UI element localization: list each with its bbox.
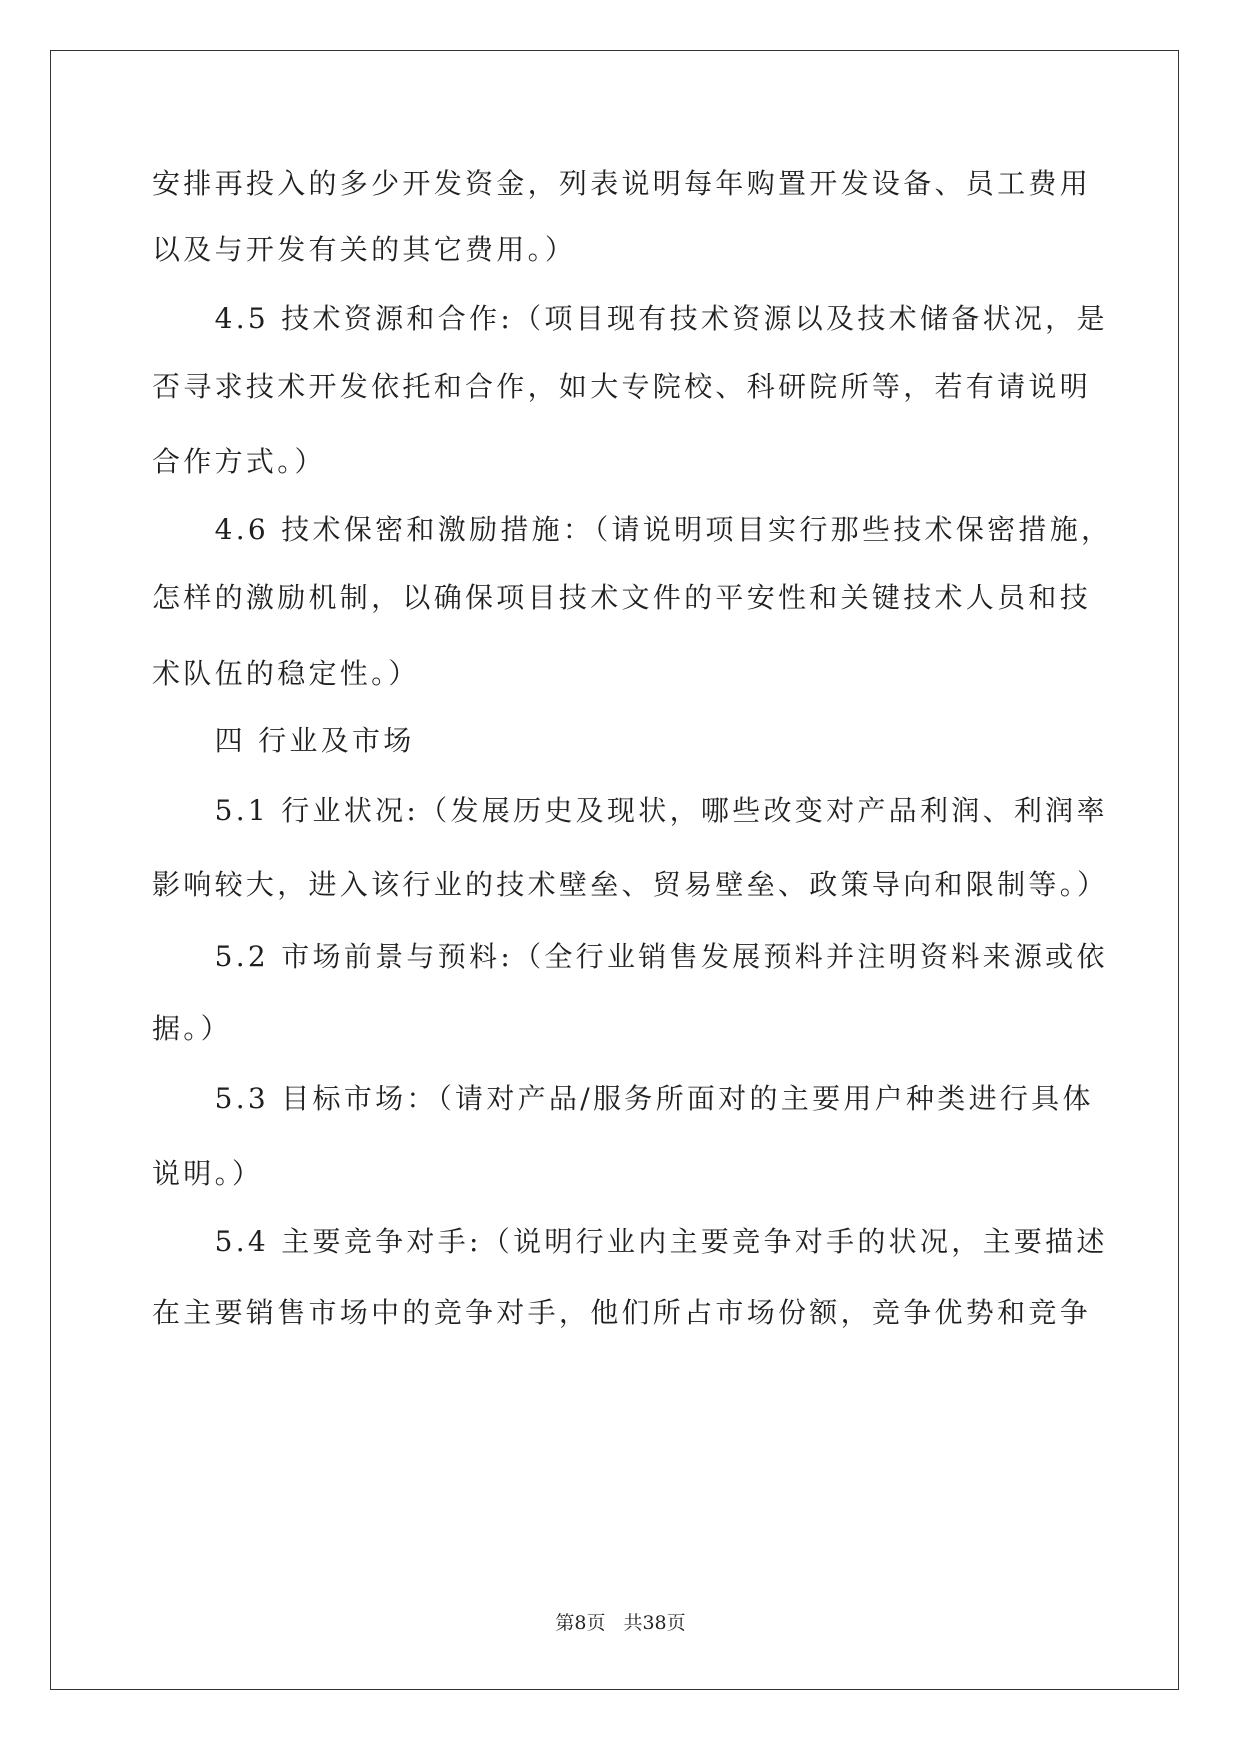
text-line: 以及与开发有关的其它费用。） — [152, 233, 577, 266]
page-total: 共38页 — [623, 1612, 686, 1634]
text-line: 说明。） — [152, 1157, 264, 1190]
text-line: 5.3 目标市场：（请对产品/服务所面对的主要用户种类进行具体 — [152, 1082, 1094, 1115]
text-line: 怎样的激励机制，以确保项目技术文件的平安性和关键技术人员和技 — [152, 581, 1092, 614]
text-line: 安排再投入的多少开发资金，列表说明每年购置开发设备、员工费用 — [152, 167, 1092, 200]
text-line: 4.5 技术资源和合作:（项目现有技术资源以及技术储备状况，是 — [152, 302, 1108, 335]
text-line: 在主要销售市场中的竞争对手，他们所占市场份额，竞争优势和竞争 — [152, 1296, 1092, 1329]
text-line: 否寻求技术开发依托和合作，如大专院校、科研院所等，若有请说明 — [152, 370, 1092, 403]
text-line: 合作方式。） — [152, 445, 326, 478]
text-line: 5.2 市场前景与预料:（全行业销售发展预料并注明资料来源或依 — [152, 940, 1108, 973]
text-line: 4.6 技术保密和激励措施：（请说明项目实行那些技术保密措施， — [152, 513, 1113, 546]
page-footer — [0, 1608, 1241, 1635]
text-line: 术队伍的稳定性。） — [152, 657, 420, 690]
text-line: 据。） — [152, 1012, 232, 1045]
text-line: 影响较大，进入该行业的技术壁垒、贸易壁垒、政策导向和限制等。） — [152, 868, 1109, 901]
section-heading: 四 行业及市场 — [152, 724, 415, 757]
text-line: 5.4 主要竞争对手:（说明行业内主要竞争对手的状况，主要描述 — [152, 1225, 1108, 1258]
text-line: 5.1 行业状况:（发展历史及现状，哪些改变对产品利润、利润率 — [152, 794, 1108, 827]
page-number: 第8页 — [555, 1612, 606, 1634]
